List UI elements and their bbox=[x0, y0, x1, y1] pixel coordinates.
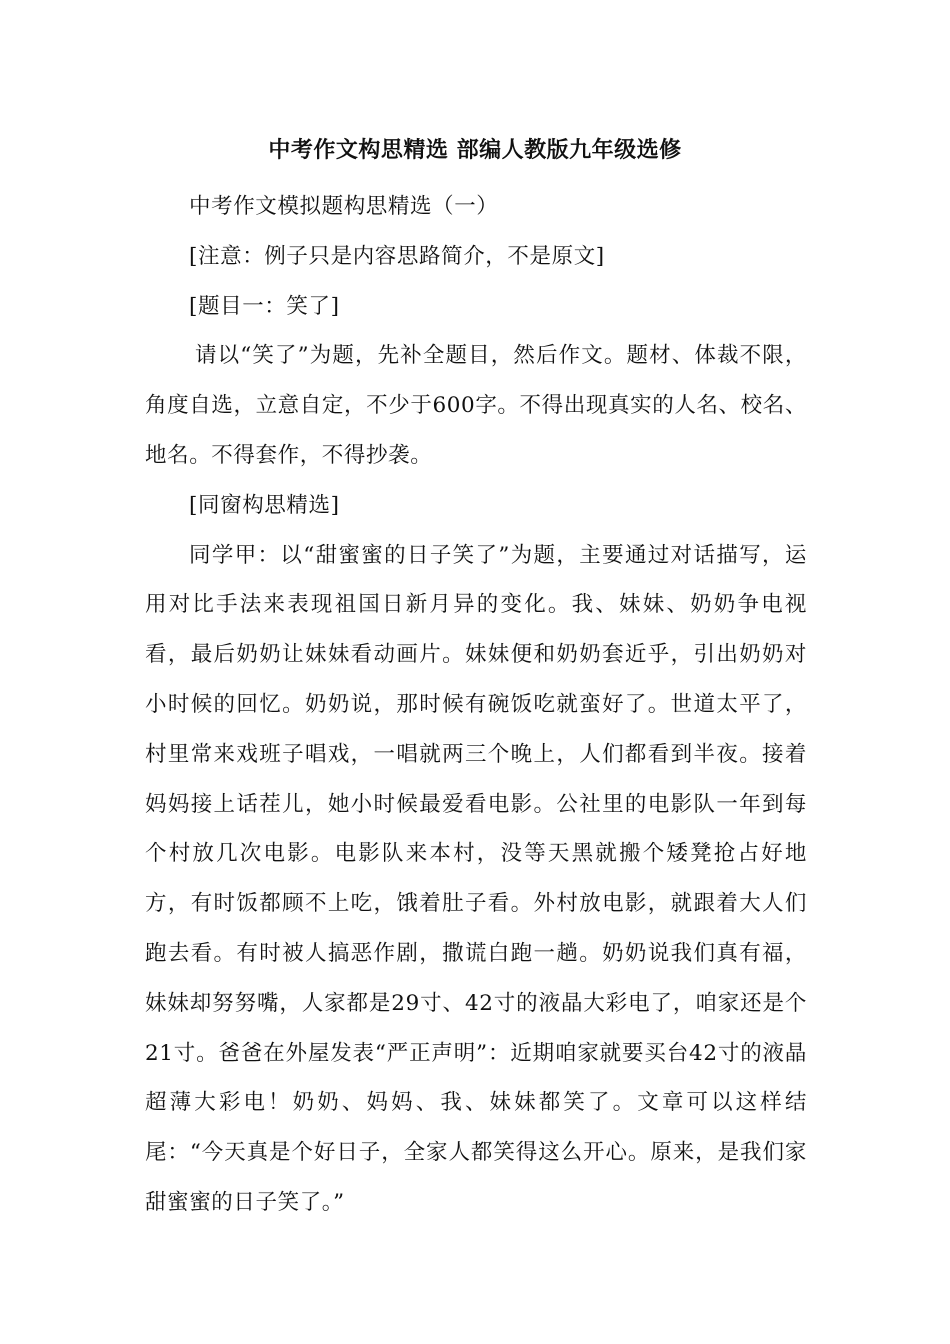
topic-heading: [题目一：笑了] bbox=[189, 293, 340, 319]
example-paragraph: 同学甲：以“甜蜜蜜的日子笑了”为题，主要通过对话描写，运用对比手法来表现祖国日新月异的变化。我、妹妹、奶奶争电视看，最后奶奶让妹妹看动画片。妹妹便和奶奶套近乎，引出奶奶对小时候的回忆。奶奶说，那时候有碗饭吃就蛮好了。世道太平了，村里常来戏班子唱戏，一唱就两三个晚上，人们都看到半夜。接着妈妈接上话茬儿，她小时候最爱看电影。公社里的电影队一年到每个村放几次电影。电影队来本村，没等天黑就搬个矮凳抢占好地方，有时饭都顾不上吃，饿着肚子看。外村放电影，就跟着大人们跑去看。有时被人搞恶作剧，撒谎白跑一趟。奶奶说我们真有福，妹妹却努努嘴，人家都是29寸、42寸的液晶大彩电了，咱家还是个21寸。爸爸在外屋发表“严正声明”：近期咱家就要买台42寸的液晶超薄大彩电！奶奶、妈妈、我、妹妹都笑了。文章可以这样结尾：“今天真是个好日子，全家人都笑得这么开心。原来，是我们家甜蜜蜜的日子笑了。” bbox=[145, 542, 807, 1215]
section-heading: 中考作文模拟题构思精选（一） bbox=[189, 194, 499, 219]
subsection-heading: [同窗构思精选] bbox=[189, 492, 340, 518]
document-title: 中考作文构思精选 部编人教版九年级选修 bbox=[268, 138, 682, 163]
note-line: [注意：例子只是内容思路简介，不是原文] bbox=[189, 243, 605, 269]
document-body bbox=[145, 182, 807, 1228]
prompt-paragraph: 请以“笑了”为题，先补全题目，然后作文。题材、体裁不限，角度自选，立意自定，不少于600字。不得出现真实的人名、校名、地名。不得套作，不得抄袭。 bbox=[145, 343, 807, 468]
